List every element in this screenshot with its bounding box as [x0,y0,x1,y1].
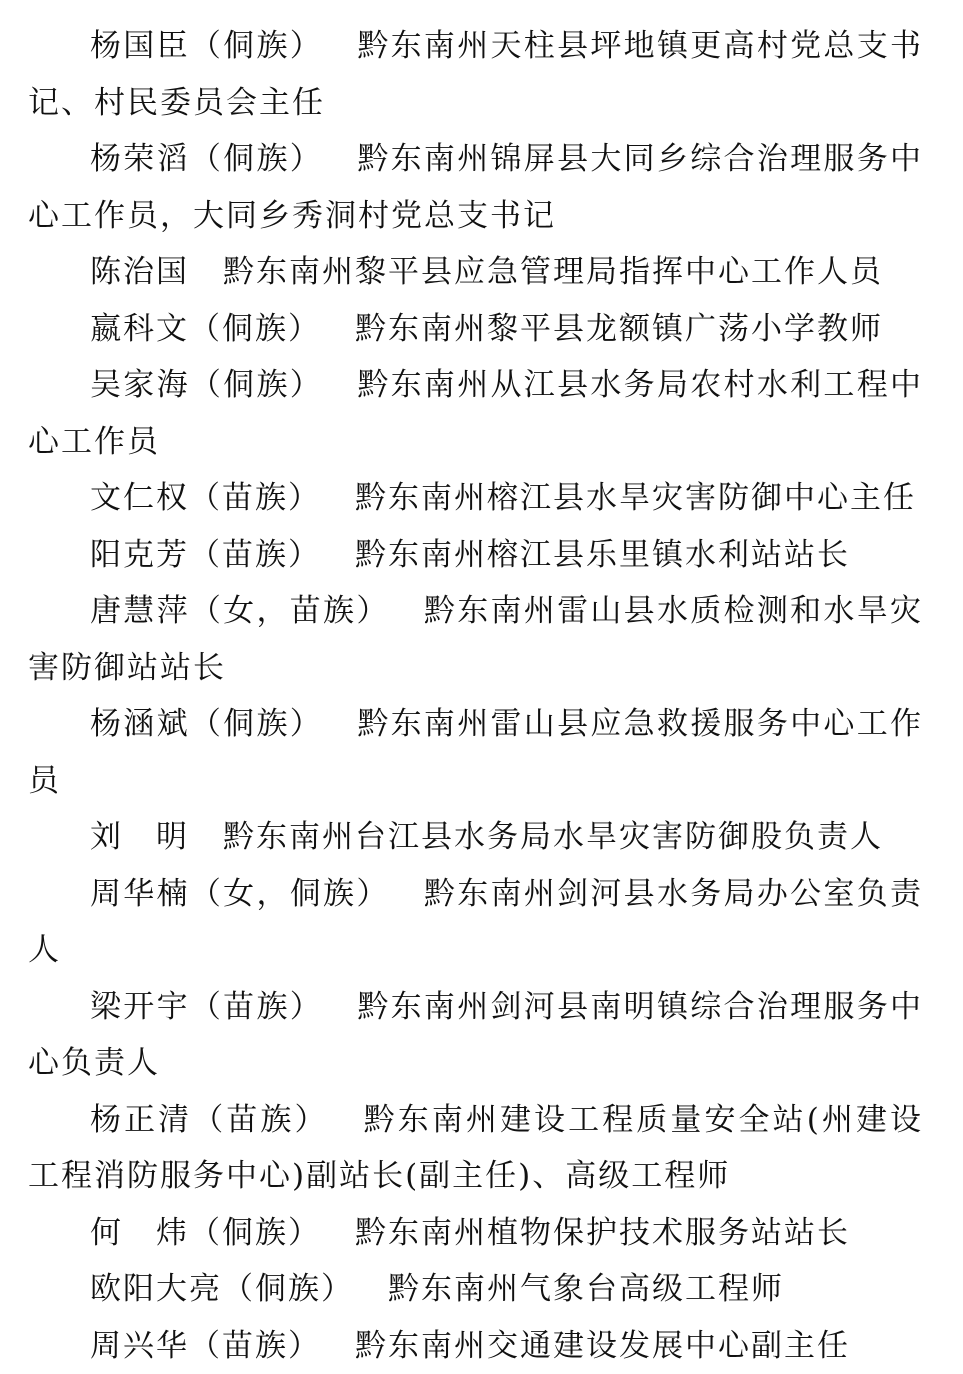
list-item [28,301,923,358]
person-description: 黔东南州植物保护技术服务站站长 [355,1215,850,1251]
list-item [28,809,923,866]
person-name: 刘 明 [90,819,189,855]
person-description: 黔东南州从江县水务局农村水利工程中心工作员 [28,367,923,460]
list-item [28,696,923,809]
person-note: （女，侗族） [190,876,390,912]
list-item [28,1205,923,1262]
list-item [28,583,923,696]
person-note: （侗族） [190,706,323,742]
person-note: （苗族） [189,537,321,573]
list-item [28,979,923,1092]
person-description: 黔东南州黎平县龙额镇广荡小学教师 [355,311,883,347]
person-name: 杨正清 [90,1102,192,1138]
list-item [28,866,923,979]
person-note: （侗族） [189,311,321,347]
person-name: 杨国臣 [90,28,190,64]
person-description: 黔东南州气象台高级工程师 [388,1271,784,1307]
person-name: 阳克芳 [90,537,189,573]
person-description: 黔东南州黎平县应急管理局指挥中心工作人员 [223,254,883,290]
person-name: 陈治国 [90,254,189,290]
list-item [28,18,923,131]
person-note: （苗族） [189,1328,321,1364]
person-description: 黔东南州建设工程质量安全站(州建设工程消防服务中心)副站长(副主任)、高级工程师 [28,1102,923,1195]
person-name: 何 炜 [90,1215,189,1251]
list-item [28,357,923,470]
person-description: 黔东南州锦屏县大同乡综合治理服务中心工作员，大同乡秀洞村党总支书记 [28,141,923,234]
list-item [28,527,923,584]
person-name: 周兴华 [90,1328,189,1364]
person-name: 杨涵斌 [90,706,190,742]
person-name: 嬴科文 [90,311,189,347]
person-note: （侗族） [190,141,323,177]
list-item [28,1318,923,1374]
person-note: （苗族） [189,480,321,516]
person-description: 黔东南州天柱县坪地镇更高村党总支书记、村民委员会主任 [28,28,923,121]
person-description: 黔东南州雷山县应急救援服务中心工作员 [28,706,923,799]
person-description: 黔东南州剑河县南明镇综合治理服务中心负责人 [28,989,923,1082]
list-item [28,1261,923,1318]
person-description: 黔东南州雷山县水质检测和水旱灾害防御站站长 [28,593,923,686]
person-note: （侗族） [190,367,323,403]
person-description: 黔东南州榕江县乐里镇水利站站长 [355,537,850,573]
list-item [28,470,923,527]
person-name: 梁开宇 [90,989,190,1025]
person-description: 黔东南州剑河县水务局办公室负责人 [28,876,923,969]
person-name: 杨荣滔 [90,141,190,177]
person-description: 黔东南州台江县水务局水旱灾害防御股负责人 [223,819,883,855]
person-name: 欧阳大亮 [90,1271,222,1307]
person-name: 吴家海 [90,367,190,403]
person-note: （苗族） [192,1102,328,1138]
list-item [28,1092,923,1205]
person-name: 周华楠 [90,876,190,912]
person-description: 黔东南州榕江县水旱灾害防御中心主任 [355,480,916,516]
person-name: 唐慧萍 [90,593,190,629]
person-note: （侗族） [189,1215,321,1251]
list-item [28,244,923,301]
person-note: （女，苗族） [190,593,390,629]
person-note: （苗族） [190,989,323,1025]
person-note: （侗族） [222,1271,354,1307]
person-note: （侗族） [190,28,323,64]
list-item [28,131,923,244]
person-description: 黔东南州交通建设发展中心副主任 [355,1328,850,1364]
person-name: 文仁权 [90,480,189,516]
